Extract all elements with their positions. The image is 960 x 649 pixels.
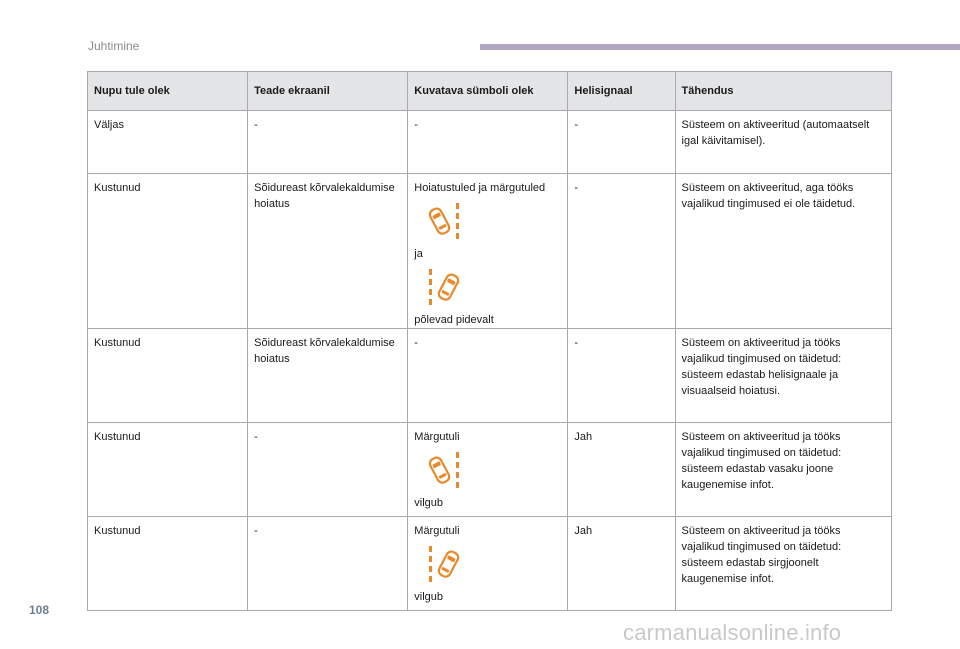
cell-sound: - xyxy=(568,174,675,329)
cell-state: Kustunud xyxy=(88,517,248,611)
cell-state: Kustunud xyxy=(88,423,248,517)
cell-meaning: Süsteem on aktiveeritud, aga tööks vajalikud tingimused ei ole täidetud. xyxy=(675,174,891,329)
cell-sound: Jah xyxy=(568,423,675,517)
column-header: Teade ekraanil xyxy=(248,72,408,111)
cell-meaning: Süsteem on aktiveeritud ja tööks vajalikud tingimused on täidetud: süsteem edastab sirgjoonelt kaugenemise infot. xyxy=(675,517,891,611)
lane-departure-left-icon xyxy=(426,451,462,489)
table-row xyxy=(88,329,892,423)
symbol-caption: Märgutuli xyxy=(414,525,460,537)
cell-state: Kustunud xyxy=(88,174,248,329)
cell-state: Kustunud xyxy=(88,329,248,423)
lane-departure-left-icon xyxy=(426,202,462,240)
symbol-conjunction: ja xyxy=(414,248,423,260)
column-header: Nupu tule olek xyxy=(88,72,248,111)
symbol-caption: Hoiatustuled ja märgutuled xyxy=(414,182,546,194)
cell-meaning: Süsteem on aktiveeritud ja tööks vajalikud tingimused on täidetud: süsteem edastab helisignaale ja visuaalseid hoiatusi. xyxy=(675,329,891,423)
cell-symbol xyxy=(408,174,568,329)
cell-sound: - xyxy=(568,111,675,174)
symbol-caption: vilgub xyxy=(414,497,444,509)
table-row xyxy=(88,174,892,329)
cell-message: Sõidureast kõrvalekaldumise hoiatus xyxy=(248,329,408,423)
cell-symbol: - xyxy=(408,111,568,174)
cell-message: - xyxy=(248,423,408,517)
column-header: Kuvatava sümboli olek xyxy=(408,72,568,111)
cell-state: Väljas xyxy=(88,111,248,174)
cell-message: Sõidureast kõrvalekaldumise hoiatus xyxy=(248,174,408,329)
section-title: Juhtimine xyxy=(88,39,140,53)
symbol-caption: Märgutuli xyxy=(414,431,460,443)
section-bar xyxy=(480,44,960,50)
cell-symbol: - xyxy=(408,329,568,423)
table-row xyxy=(88,517,892,611)
column-header: Helisignaal xyxy=(568,72,675,111)
page-number: 108 xyxy=(29,603,50,617)
cell-sound: Jah xyxy=(568,517,675,611)
watermark: carmanualsonline.info xyxy=(623,620,842,645)
table-header-row xyxy=(88,72,892,111)
symbol-caption: vilgub xyxy=(414,591,444,603)
table-row xyxy=(88,111,892,174)
cell-symbol xyxy=(408,517,568,611)
cell-sound: - xyxy=(568,329,675,423)
cell-message: - xyxy=(248,111,408,174)
table-row xyxy=(88,423,892,517)
cell-meaning: Süsteem on aktiveeritud (automaatselt igal käivitamisel). xyxy=(675,111,891,174)
column-header: Tähendus xyxy=(675,72,891,111)
lane-departure-right-icon xyxy=(426,545,462,583)
cell-meaning: Süsteem on aktiveeritud ja tööks vajalikud tingimused on täidetud: süsteem edastab vasaku joone kaugenemise infot. xyxy=(675,423,891,517)
lane-departure-table xyxy=(87,71,892,611)
symbol-caption: põlevad pidevalt xyxy=(414,314,494,326)
cell-message: - xyxy=(248,517,408,611)
lane-departure-right-icon xyxy=(426,268,462,306)
cell-symbol xyxy=(408,423,568,517)
